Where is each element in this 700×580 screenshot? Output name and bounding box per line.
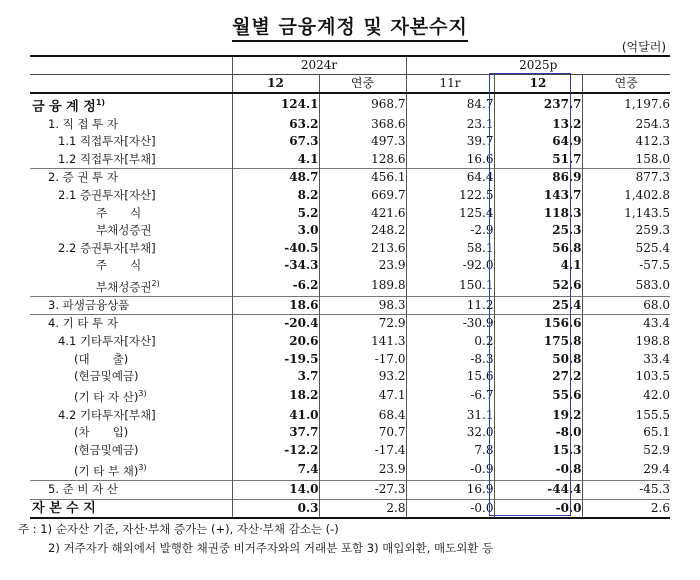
cell-value: -8.0 [494,424,582,442]
row-label [30,296,232,315]
row-label-text: 1.2 직접투자[부채] [58,151,156,166]
row-label-text: 2.2 증권투자[부채] [58,240,156,255]
cell-value: 175.8 [494,333,582,351]
row-label [30,424,232,442]
cell-value: 98.3 [319,296,406,315]
row-label [30,480,232,499]
table-row [30,406,670,424]
row-label [30,499,232,518]
cell-value: 55.6 [494,385,582,406]
cell-value: 128.6 [319,151,406,169]
cell-value: 50.8 [494,350,582,368]
header-year-2024: 2024r [232,56,406,75]
cell-value: 68.0 [582,296,670,315]
row-label [30,257,232,275]
row-label [30,350,232,368]
cell-value: 16.9 [406,480,494,499]
cell-value: 19.2 [494,406,582,424]
row-label-text: 자 본 수 지 [32,500,96,516]
cell-value: 3.0 [232,222,319,240]
cell-value: 16.6 [406,151,494,169]
header-blank [30,56,232,75]
cell-value: 141.3 [319,333,406,351]
cell-value: 11.2 [406,296,494,315]
cell-value: 33.4 [582,350,670,368]
cell-value: 84.7 [406,93,494,115]
table-row [30,499,670,518]
cell-value: 63.2 [232,115,319,133]
cell-value: 86.9 [494,169,582,187]
cell-value: 20.6 [232,333,319,351]
footnote-marker: 3) [138,463,147,473]
cell-value: 18.2 [232,385,319,406]
row-label-text: 1. 직 접 투 자 [48,116,119,131]
cell-value: 0.2 [406,333,494,351]
cell-value: 2.6 [582,499,670,518]
cell-value: 25.3 [494,222,582,240]
cell-value: 47.1 [319,385,406,406]
cell-value: 259.3 [582,222,670,240]
cell-value: -27.3 [319,480,406,499]
cell-value: 125.4 [406,204,494,222]
table-row [30,385,670,406]
cell-value: 18.6 [232,296,319,315]
row-label-text: 3. 파생금융상품 [48,297,130,312]
cell-value: 103.5 [582,368,670,386]
cell-value: 37.7 [232,424,319,442]
row-label [30,333,232,351]
cell-value: 248.2 [319,222,406,240]
cell-value: 39.7 [406,133,494,151]
table-row [30,257,670,275]
row-label [30,222,232,240]
table-row [30,441,670,459]
row-label-text: 부채성증권 [96,223,152,238]
cell-value: 0.3 [232,499,319,518]
cell-value: -34.3 [232,257,319,275]
cell-value: 27.2 [494,368,582,386]
row-label-text: 5. 준 비 자 산 [48,482,119,497]
row-label-text: 4.2 기타투자[부채] [58,407,156,422]
footnote-marker: 3) [138,389,147,399]
cell-value: 1,143.5 [582,204,670,222]
cell-value: 1,402.8 [582,187,670,205]
cell-value: 72.9 [319,315,406,333]
table-row [30,239,670,257]
table-row [30,333,670,351]
row-label [30,204,232,222]
cell-value: 14.0 [232,480,319,499]
row-label [30,115,232,133]
cell-value: -92.0 [406,257,494,275]
row-label [30,459,232,480]
table-row [30,222,670,240]
cell-value: 13.2 [494,115,582,133]
row-label [30,169,232,187]
cell-value: 213.6 [319,239,406,257]
cell-value: -2.9 [406,222,494,240]
cell-value: 65.1 [582,424,670,442]
row-label [30,187,232,205]
cell-value: 4.1 [232,151,319,169]
cell-value: 7.8 [406,441,494,459]
cell-value: 58.1 [406,239,494,257]
cell-value: -30.9 [406,315,494,333]
unit-label: (억달러) [621,40,666,54]
table-row [30,115,670,133]
cell-value: -0.9 [406,459,494,480]
row-label-text: (대 출) [74,351,129,366]
cell-value: 29.4 [582,459,670,480]
table-row [30,275,670,296]
header-col-2024-annual: 연중 [319,75,406,94]
cell-value: -0.0 [494,499,582,518]
cell-value: 525.4 [582,239,670,257]
cell-value: 52.6 [494,275,582,296]
row-label-text: 주 식 [96,258,142,273]
cell-value: 143.7 [494,187,582,205]
cell-value: 64.9 [494,133,582,151]
cell-value: -0.8 [494,459,582,480]
header-col-2024-12: 12 [232,75,319,94]
cell-value: 51.7 [494,151,582,169]
row-label-text: (현금및예금) [74,369,139,384]
cell-value: 3.7 [232,368,319,386]
row-label-text: 2. 증 권 투 자 [48,170,119,185]
footnotes [18,520,493,558]
cell-value: 15.6 [406,368,494,386]
cell-value: -8.3 [406,350,494,368]
table-row [30,151,670,169]
row-label-text: (기 타 자 산) [74,390,139,405]
table-row [30,315,670,333]
cell-value: 5.2 [232,204,319,222]
footnote-line-1: 주 : 1) 순자산 기준, 자산·부채 증가는 (+), 자산·부채 감소는 (-) [18,522,339,536]
cell-value: 254.3 [582,115,670,133]
cell-value: 122.5 [406,187,494,205]
row-label [30,406,232,424]
row-label-text: 4.1 기타투자[자산] [58,333,156,348]
cell-value: 669.7 [319,187,406,205]
row-label-text: 부채성증권 [96,279,152,294]
cell-value: -45.3 [582,480,670,499]
table-row [30,424,670,442]
cell-value: 158.0 [582,151,670,169]
cell-value: 41.0 [232,406,319,424]
cell-value: 4.1 [494,257,582,275]
cell-value: 93.2 [319,368,406,386]
cell-value: -0.0 [406,499,494,518]
row-label-text: 1.1 직접투자[자산] [58,134,156,149]
cell-value: 31.1 [406,406,494,424]
table-row [30,480,670,499]
cell-value: 70.7 [319,424,406,442]
row-label [30,368,232,386]
cell-value: -20.4 [232,315,319,333]
header-col-2025-annual: 연중 [582,75,670,94]
table-row [30,204,670,222]
cell-value: 877.3 [582,169,670,187]
cell-value: 155.5 [582,406,670,424]
row-label [30,151,232,169]
cell-value: -40.5 [232,239,319,257]
row-label [30,133,232,151]
cell-value: 23.9 [319,459,406,480]
footnote-marker: 1) [95,98,106,107]
cell-value: -12.2 [232,441,319,459]
table-row [30,296,670,315]
cell-value: 15.3 [494,441,582,459]
row-label-text: 2.1 증권투자[자산] [58,188,156,202]
cell-value: 118.3 [494,204,582,222]
cell-value: 968.7 [319,93,406,115]
table-row [30,187,670,205]
cell-value: 52.9 [582,441,670,459]
header-col-2025-11: 11r [406,75,494,94]
cell-value: 198.8 [582,333,670,351]
cell-value: 32.0 [406,424,494,442]
row-label [30,441,232,459]
row-label-text: 금 융 계 정 [32,99,96,115]
cell-value: 368.6 [319,115,406,133]
page-title [0,12,700,39]
row-label-text: (현금및예금) [74,442,139,457]
cell-value: 56.8 [494,239,582,257]
header-year-2025: 2025p [406,56,670,75]
cell-value: 23.9 [319,257,406,275]
cell-value: 2.8 [319,499,406,518]
cell-value: 156.6 [494,315,582,333]
cell-value: -6.7 [406,385,494,406]
cell-value: 42.0 [582,385,670,406]
financial-account-table [30,55,670,519]
row-label-text: (기 타 부 채) [74,463,139,478]
table-row [30,459,670,480]
cell-value: -17.0 [319,350,406,368]
table-row [30,93,670,115]
table-body [30,93,670,518]
table-row [30,368,670,386]
footnote-line-2: 2) 거주자가 해외에서 발행한 채권중 비거주자와의 거래분 포함 3) 매입외환, 매도외환 등 [48,541,494,555]
cell-value: 583.0 [582,275,670,296]
row-label [30,93,232,115]
cell-value: 23.1 [406,115,494,133]
footnote-marker: 2) [151,278,160,288]
cell-value: 456.1 [319,169,406,187]
table-row [30,133,670,151]
cell-value: -6.2 [232,275,319,296]
cell-value: 124.1 [232,93,319,115]
cell-value: 67.3 [232,133,319,151]
page-title-text: 월별 금융계정 및 자본수지 [232,16,468,42]
cell-value: 421.6 [319,204,406,222]
cell-value: 8.2 [232,187,319,205]
cell-value: 412.3 [582,133,670,151]
table-row [30,350,670,368]
cell-value: 43.4 [582,315,670,333]
cell-value: 237.7 [494,93,582,115]
cell-value: -44.4 [494,480,582,499]
header-blank-2 [30,75,232,94]
cell-value: -17.4 [319,441,406,459]
cell-value: 497.3 [319,133,406,151]
row-label-text: 4. 기 타 투 자 [48,316,119,331]
cell-value: 1,197.6 [582,93,670,115]
row-label [30,239,232,257]
row-label [30,315,232,333]
cell-value: 68.4 [319,406,406,424]
cell-value: 189.8 [319,275,406,296]
row-label-text: 주 식 [96,205,142,220]
row-label-text: (차 입) [74,425,129,440]
cell-value: -19.5 [232,350,319,368]
row-label [30,385,232,406]
table-row [30,169,670,187]
row-label [30,275,232,296]
cell-value: 25.4 [494,296,582,315]
cell-value: 64.4 [406,169,494,187]
cell-value: 7.4 [232,459,319,480]
cell-value: -57.5 [582,257,670,275]
cell-value: 48.7 [232,169,319,187]
cell-value: 150.1 [406,275,494,296]
header-col-2025-12: 12 [494,75,582,94]
